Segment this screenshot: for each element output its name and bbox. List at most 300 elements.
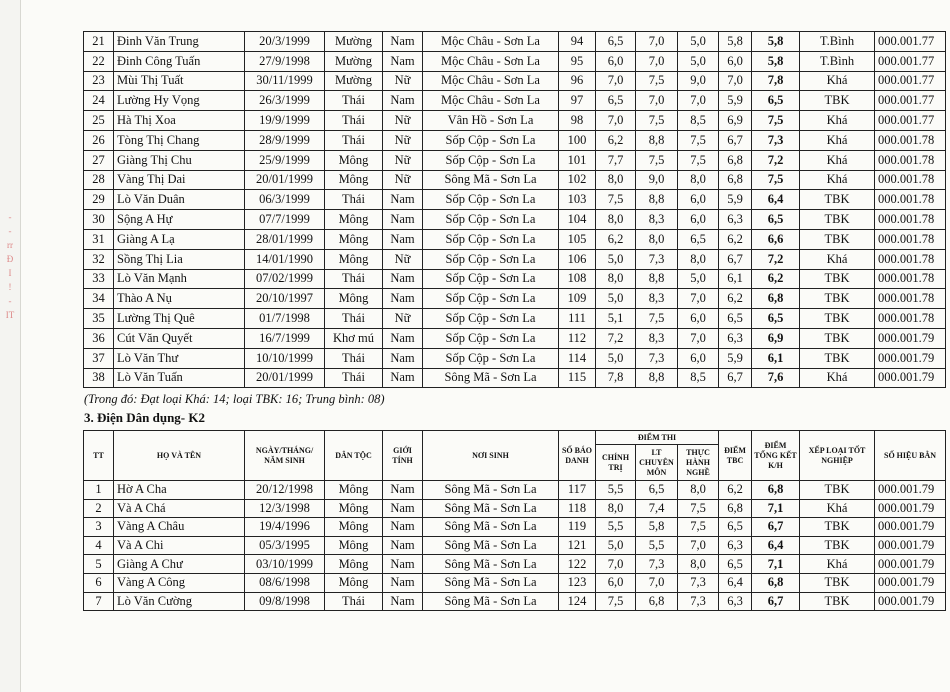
- cell-theory: 7,5: [636, 150, 678, 170]
- cell-rank: TBK: [800, 573, 875, 592]
- cell-gender: Nam: [383, 555, 423, 574]
- cell-tbc: 6,3: [719, 536, 752, 555]
- cell-politics: 7,0: [596, 111, 636, 131]
- cell-politics: 6,5: [596, 32, 636, 52]
- cell-rank: TBK: [800, 348, 875, 368]
- cell-gender: Nam: [383, 368, 423, 388]
- cell-birthplace: Sông Mã - Sơn La: [423, 518, 559, 537]
- cell-tbc: 7,0: [719, 71, 752, 91]
- cell-name: Lò Văn Tuấn: [114, 368, 245, 388]
- cell-dob: 14/01/1990: [245, 249, 325, 269]
- cell-birthplace: Sốp Cộp - Sơn La: [423, 328, 559, 348]
- margin-mark: -: [8, 296, 12, 306]
- cell-total: 6,5: [752, 210, 800, 230]
- cell-politics: 8,0: [596, 170, 636, 190]
- cell-cert: 000.001.78: [875, 269, 946, 289]
- cell-total: 6,8: [752, 573, 800, 592]
- table-row: [84, 518, 946, 537]
- cell-practice: 8,5: [678, 368, 719, 388]
- cell-cert: 000.001.79: [875, 536, 946, 555]
- cell-dob: 28/9/1999: [245, 130, 325, 150]
- cell-cert: 000.001.79: [875, 555, 946, 574]
- cell-exam-no: 94: [559, 32, 596, 52]
- cell-rank: Khá: [800, 249, 875, 269]
- cell-cert: 000.001.77: [875, 91, 946, 111]
- cell-gender: Nữ: [383, 309, 423, 329]
- cell-name: Vàng Thị Dai: [114, 170, 245, 190]
- cell-politics: 7,8: [596, 368, 636, 388]
- cell-theory: 7,4: [636, 499, 678, 518]
- cell-name: Cút Văn Quyết: [114, 328, 245, 348]
- cell-cert: 000.001.79: [875, 328, 946, 348]
- cell-tt: 25: [84, 111, 114, 131]
- cell-ethnic: Thái: [325, 111, 383, 131]
- cell-total: 6,8: [752, 481, 800, 500]
- table-row: [84, 309, 946, 329]
- cell-total: 5,8: [752, 51, 800, 71]
- cell-cert: 000.001.78: [875, 249, 946, 269]
- cell-cert: 000.001.78: [875, 130, 946, 150]
- cell-birthplace: Sốp Cộp - Sơn La: [423, 249, 559, 269]
- cell-dob: 30/11/1999: [245, 71, 325, 91]
- cell-tbc: 6,9: [719, 111, 752, 131]
- cell-politics: 7,5: [596, 592, 636, 611]
- cell-cert: 000.001.79: [875, 573, 946, 592]
- cell-name: Sộng A Hự: [114, 210, 245, 230]
- cell-total: 7,6: [752, 368, 800, 388]
- cell-name: Giàng A Chư: [114, 555, 245, 574]
- cell-dob: 16/7/1999: [245, 328, 325, 348]
- table-row: [84, 150, 946, 170]
- cell-tt: 26: [84, 130, 114, 150]
- cell-exam-no: 106: [559, 249, 596, 269]
- cell-rank: TBK: [800, 289, 875, 309]
- cell-total: 7,1: [752, 555, 800, 574]
- cell-name: Lường Hy Vọng: [114, 91, 245, 111]
- cell-tt: 4: [84, 536, 114, 555]
- cell-tbc: 6,3: [719, 592, 752, 611]
- cell-exam-no: 124: [559, 592, 596, 611]
- cell-name: Mùi Thị Tuất: [114, 71, 245, 91]
- cell-gender: Nam: [383, 32, 423, 52]
- table-row: [84, 289, 946, 309]
- cell-tt: 22: [84, 51, 114, 71]
- cell-politics: 5,0: [596, 249, 636, 269]
- cell-practice: 9,0: [678, 71, 719, 91]
- cell-cert: 000.001.78: [875, 309, 946, 329]
- cell-politics: 5,0: [596, 289, 636, 309]
- cell-practice: 6,5: [678, 229, 719, 249]
- cell-cert: 000.001.77: [875, 71, 946, 91]
- header-name: HỌ VÀ TÊN: [114, 431, 245, 481]
- cell-rank: TBK: [800, 210, 875, 230]
- cell-birthplace: Sông Mã - Sơn La: [423, 592, 559, 611]
- cell-gender: Nam: [383, 518, 423, 537]
- cell-theory: 8,8: [636, 130, 678, 150]
- cell-birthplace: Sốp Cộp - Sơn La: [423, 348, 559, 368]
- cell-exam-no: 100: [559, 130, 596, 150]
- cell-name: Lò Văn Mạnh: [114, 269, 245, 289]
- table-row: [84, 555, 946, 574]
- cell-rank: TBK: [800, 328, 875, 348]
- cell-exam-no: 102: [559, 170, 596, 190]
- cell-dob: 08/6/1998: [245, 573, 325, 592]
- cell-theory: 5,8: [636, 518, 678, 537]
- cell-name: Tòng Thị Chang: [114, 130, 245, 150]
- cell-practice: 8,5: [678, 111, 719, 131]
- cell-politics: 5,0: [596, 536, 636, 555]
- cell-practice: 5,0: [678, 51, 719, 71]
- cell-ethnic: Mông: [325, 481, 383, 500]
- cell-tt: 31: [84, 229, 114, 249]
- cell-tt: 27: [84, 150, 114, 170]
- cell-exam-no: 115: [559, 368, 596, 388]
- cell-cert: 000.001.78: [875, 210, 946, 230]
- cell-practice: 6,0: [678, 309, 719, 329]
- cell-name: Và A Chi: [114, 536, 245, 555]
- cell-cert: 000.001.77: [875, 111, 946, 131]
- cell-cert: 000.001.79: [875, 518, 946, 537]
- cell-total: 7,8: [752, 71, 800, 91]
- cell-theory: 8,3: [636, 289, 678, 309]
- cell-name: Vàng A Công: [114, 573, 245, 592]
- cell-gender: Nam: [383, 328, 423, 348]
- cell-politics: 7,0: [596, 555, 636, 574]
- table-row: [84, 481, 946, 500]
- cell-ethnic: Mường: [325, 32, 383, 52]
- cell-gender: Nam: [383, 210, 423, 230]
- cell-total: 6,9: [752, 328, 800, 348]
- cell-tt: 6: [84, 573, 114, 592]
- cell-birthplace: Sốp Cộp - Sơn La: [423, 190, 559, 210]
- header-practice: THỰC HÀNH NGHỀ: [678, 445, 719, 481]
- cell-theory: 7,0: [636, 51, 678, 71]
- cell-exam-no: 98: [559, 111, 596, 131]
- cell-practice: 8,0: [678, 170, 719, 190]
- cell-total: 7,3: [752, 130, 800, 150]
- cell-exam-no: 114: [559, 348, 596, 368]
- cell-birthplace: Sốp Cộp - Sơn La: [423, 150, 559, 170]
- cell-politics: 7,7: [596, 150, 636, 170]
- table-row: [84, 111, 946, 131]
- table-row: [84, 536, 946, 555]
- cell-gender: Nam: [383, 229, 423, 249]
- cell-theory: 8,8: [636, 269, 678, 289]
- cell-theory: 7,3: [636, 249, 678, 269]
- cell-politics: 8,0: [596, 499, 636, 518]
- cell-practice: 7,3: [678, 573, 719, 592]
- cell-gender: Nam: [383, 499, 423, 518]
- cell-rank: Khá: [800, 150, 875, 170]
- cell-politics: 5,0: [596, 348, 636, 368]
- cell-theory: 7,0: [636, 573, 678, 592]
- cell-ethnic: Thái: [325, 130, 383, 150]
- header-gender: GIỚI TÍNH: [383, 431, 423, 481]
- cell-politics: 5,5: [596, 518, 636, 537]
- header-ethnic: DÂN TỘC: [325, 431, 383, 481]
- cell-name: Giàng A Lạ: [114, 229, 245, 249]
- table-row: [84, 170, 946, 190]
- table-row: [84, 91, 946, 111]
- cell-practice: 7,0: [678, 289, 719, 309]
- cell-tbc: 5,9: [719, 190, 752, 210]
- cell-name: Sồng Thị Lia: [114, 249, 245, 269]
- margin-mark: I: [8, 268, 12, 278]
- cell-gender: Nam: [383, 91, 423, 111]
- cell-cert: 000.001.78: [875, 190, 946, 210]
- cell-gender: Nam: [383, 573, 423, 592]
- table-row: [84, 190, 946, 210]
- cell-tbc: 5,8: [719, 32, 752, 52]
- cell-theory: 5,5: [636, 536, 678, 555]
- cell-ethnic: Mông: [325, 210, 383, 230]
- cell-politics: 5,5: [596, 481, 636, 500]
- cell-theory: 8,3: [636, 210, 678, 230]
- cell-tt: 28: [84, 170, 114, 190]
- table-row: [84, 71, 946, 91]
- cell-cert: 000.001.78: [875, 170, 946, 190]
- cell-practice: 7,5: [678, 130, 719, 150]
- cell-tt: 29: [84, 190, 114, 210]
- cell-ethnic: Thái: [325, 269, 383, 289]
- cell-birthplace: Vân Hồ - Sơn La: [423, 111, 559, 131]
- cell-total: 7,2: [752, 249, 800, 269]
- cell-rank: TBK: [800, 592, 875, 611]
- cell-dob: 25/9/1999: [245, 150, 325, 170]
- cell-tt: 34: [84, 289, 114, 309]
- cell-birthplace: Sốp Cộp - Sơn La: [423, 269, 559, 289]
- cell-rank: T.Bình: [800, 32, 875, 52]
- header-exam-no: SỐ BÁO DANH: [559, 431, 596, 481]
- header-tbc: ĐIỂM TBC: [719, 431, 752, 481]
- cell-ethnic: Mường: [325, 51, 383, 71]
- cell-practice: 7,5: [678, 499, 719, 518]
- cell-rank: TBK: [800, 481, 875, 500]
- cell-gender: Nam: [383, 190, 423, 210]
- cell-theory: 7,5: [636, 111, 678, 131]
- cell-ethnic: Mông: [325, 573, 383, 592]
- cell-gender: Nữ: [383, 249, 423, 269]
- cell-birthplace: Mộc Châu - Sơn La: [423, 91, 559, 111]
- cell-tt: 36: [84, 328, 114, 348]
- cell-theory: 8,8: [636, 368, 678, 388]
- cell-dob: 03/10/1999: [245, 555, 325, 574]
- cell-exam-no: 111: [559, 309, 596, 329]
- cell-theory: 7,0: [636, 32, 678, 52]
- cell-exam-no: 112: [559, 328, 596, 348]
- section-title: 3. Điện Dân dụng- K2: [84, 410, 205, 425]
- table-row: [84, 269, 946, 289]
- cell-ethnic: Thái: [325, 309, 383, 329]
- cell-dob: 19/4/1996: [245, 518, 325, 537]
- cell-tbc: 6,2: [719, 289, 752, 309]
- cell-name: Và A Chá: [114, 499, 245, 518]
- table-row: [84, 210, 946, 230]
- cell-rank: TBK: [800, 269, 875, 289]
- cell-tbc: 6,0: [719, 51, 752, 71]
- cell-rank: TBK: [800, 91, 875, 111]
- table-row: [84, 573, 946, 592]
- cell-tt: 38: [84, 368, 114, 388]
- cell-gender: Nam: [383, 51, 423, 71]
- header-dob: NGÀY/THÁNG/ NĂM SINH: [245, 431, 325, 481]
- cell-gender: Nam: [383, 592, 423, 611]
- cell-gender: Nữ: [383, 150, 423, 170]
- cell-tbc: 6,8: [719, 499, 752, 518]
- cell-exam-no: 97: [559, 91, 596, 111]
- cell-tt: 37: [84, 348, 114, 368]
- cell-practice: 7,0: [678, 536, 719, 555]
- cell-name: Lường Thị Quê: [114, 309, 245, 329]
- cell-tt: 5: [84, 555, 114, 574]
- cell-gender: Nữ: [383, 130, 423, 150]
- cell-ethnic: Khơ mú: [325, 328, 383, 348]
- header-exam-group: ĐIỂM THI: [596, 431, 719, 445]
- cell-birthplace: Sông Mã - Sơn La: [423, 499, 559, 518]
- cell-birthplace: Sông Mã - Sơn La: [423, 536, 559, 555]
- cell-exam-no: 105: [559, 229, 596, 249]
- cell-practice: 7,5: [678, 518, 719, 537]
- header-theory: LT CHUYÊN MÔN: [636, 445, 678, 481]
- margin-mark: -: [8, 226, 12, 236]
- cell-ethnic: Thái: [325, 368, 383, 388]
- cell-total: 6,4: [752, 190, 800, 210]
- cell-theory: 8,3: [636, 328, 678, 348]
- cell-rank: TBK: [800, 190, 875, 210]
- cell-gender: Nam: [383, 348, 423, 368]
- cell-rank: Khá: [800, 555, 875, 574]
- cell-tt: 35: [84, 309, 114, 329]
- header-politics: CHÍNH TRỊ: [596, 445, 636, 481]
- cell-dob: 28/01/1999: [245, 229, 325, 249]
- cell-tt: 2: [84, 499, 114, 518]
- cell-total: 6,6: [752, 229, 800, 249]
- cell-total: 7,5: [752, 111, 800, 131]
- cell-ethnic: Mông: [325, 289, 383, 309]
- cell-exam-no: 119: [559, 518, 596, 537]
- cell-gender: Nam: [383, 481, 423, 500]
- cell-tt: 30: [84, 210, 114, 230]
- cell-birthplace: Sông Mã - Sơn La: [423, 481, 559, 500]
- cell-dob: 06/3/1999: [245, 190, 325, 210]
- cell-dob: 27/9/1998: [245, 51, 325, 71]
- cell-rank: TBK: [800, 536, 875, 555]
- cell-birthplace: Sốp Cộp - Sơn La: [423, 229, 559, 249]
- cell-tt: 3: [84, 518, 114, 537]
- cell-total: 7,1: [752, 499, 800, 518]
- cell-politics: 6,2: [596, 130, 636, 150]
- cell-ethnic: Thái: [325, 91, 383, 111]
- cell-exam-no: 122: [559, 555, 596, 574]
- cell-tt: 1: [84, 481, 114, 500]
- cell-cert: 000.001.78: [875, 229, 946, 249]
- cell-ethnic: Mông: [325, 555, 383, 574]
- cell-ethnic: Thái: [325, 592, 383, 611]
- cell-tbc: 6,8: [719, 150, 752, 170]
- cell-practice: 8,0: [678, 249, 719, 269]
- cell-tbc: 6,7: [719, 368, 752, 388]
- margin-mark: IT: [5, 310, 15, 320]
- cell-theory: 9,0: [636, 170, 678, 190]
- cell-politics: 8,0: [596, 210, 636, 230]
- cell-theory: 7,5: [636, 71, 678, 91]
- margin-mark: !: [8, 282, 12, 292]
- cell-ethnic: Mông: [325, 170, 383, 190]
- table-row: [84, 32, 946, 52]
- cell-theory: 7,5: [636, 309, 678, 329]
- cell-name: Hờ A Cha: [114, 481, 245, 500]
- cell-rank: Khá: [800, 368, 875, 388]
- cell-theory: 7,3: [636, 348, 678, 368]
- cell-total: 7,2: [752, 150, 800, 170]
- cell-theory: 7,3: [636, 555, 678, 574]
- cell-cert: 000.001.77: [875, 32, 946, 52]
- cell-dob: 07/02/1999: [245, 269, 325, 289]
- cell-birthplace: Sốp Cộp - Sơn La: [423, 130, 559, 150]
- cell-rank: Khá: [800, 170, 875, 190]
- cell-cert: 000.001.79: [875, 348, 946, 368]
- cell-practice: 7,3: [678, 592, 719, 611]
- cell-practice: 7,0: [678, 328, 719, 348]
- cell-tbc: 6,8: [719, 170, 752, 190]
- cell-name: Lò Văn Thư: [114, 348, 245, 368]
- cell-total: 7,5: [752, 170, 800, 190]
- student-table-continued: [83, 31, 946, 388]
- cell-total: 6,4: [752, 536, 800, 555]
- cell-name: Lò Văn Duân: [114, 190, 245, 210]
- cell-politics: 6,2: [596, 229, 636, 249]
- cell-politics: 6,5: [596, 91, 636, 111]
- header-tt: TT: [84, 431, 114, 481]
- cell-dob: 20/01/1999: [245, 170, 325, 190]
- cell-rank: Khá: [800, 499, 875, 518]
- cell-cert: 000.001.79: [875, 481, 946, 500]
- cell-rank: TBK: [800, 229, 875, 249]
- header-birthplace: NƠI SINH: [423, 431, 559, 481]
- cell-ethnic: Thái: [325, 348, 383, 368]
- cell-exam-no: 108: [559, 269, 596, 289]
- cell-politics: 8,0: [596, 269, 636, 289]
- cell-tbc: 6,3: [719, 328, 752, 348]
- cell-exam-no: 123: [559, 573, 596, 592]
- cell-exam-no: 103: [559, 190, 596, 210]
- cell-dob: 10/10/1999: [245, 348, 325, 368]
- cell-practice: 5,0: [678, 269, 719, 289]
- margin-mark: rr: [7, 240, 13, 250]
- cell-rank: Khá: [800, 130, 875, 150]
- cell-practice: 8,0: [678, 481, 719, 500]
- cell-tbc: 6,7: [719, 130, 752, 150]
- cell-tt: 24: [84, 91, 114, 111]
- cell-name: Đinh Văn Trung: [114, 32, 245, 52]
- table-row: [84, 499, 946, 518]
- cell-birthplace: Sông Mã - Sơn La: [423, 555, 559, 574]
- cell-tbc: 6,5: [719, 518, 752, 537]
- cell-politics: 5,1: [596, 309, 636, 329]
- cell-politics: 7,2: [596, 328, 636, 348]
- cell-name: Lò Văn Cường: [114, 592, 245, 611]
- cell-practice: 5,0: [678, 32, 719, 52]
- cell-total: 6,8: [752, 289, 800, 309]
- cell-gender: Nam: [383, 536, 423, 555]
- cell-dob: 20/10/1997: [245, 289, 325, 309]
- table-row: [84, 130, 946, 150]
- cell-cert: 000.001.77: [875, 51, 946, 71]
- cell-theory: 7,0: [636, 91, 678, 111]
- cell-tbc: 6,1: [719, 269, 752, 289]
- cell-ethnic: Mường: [325, 71, 383, 91]
- cell-practice: 7,0: [678, 91, 719, 111]
